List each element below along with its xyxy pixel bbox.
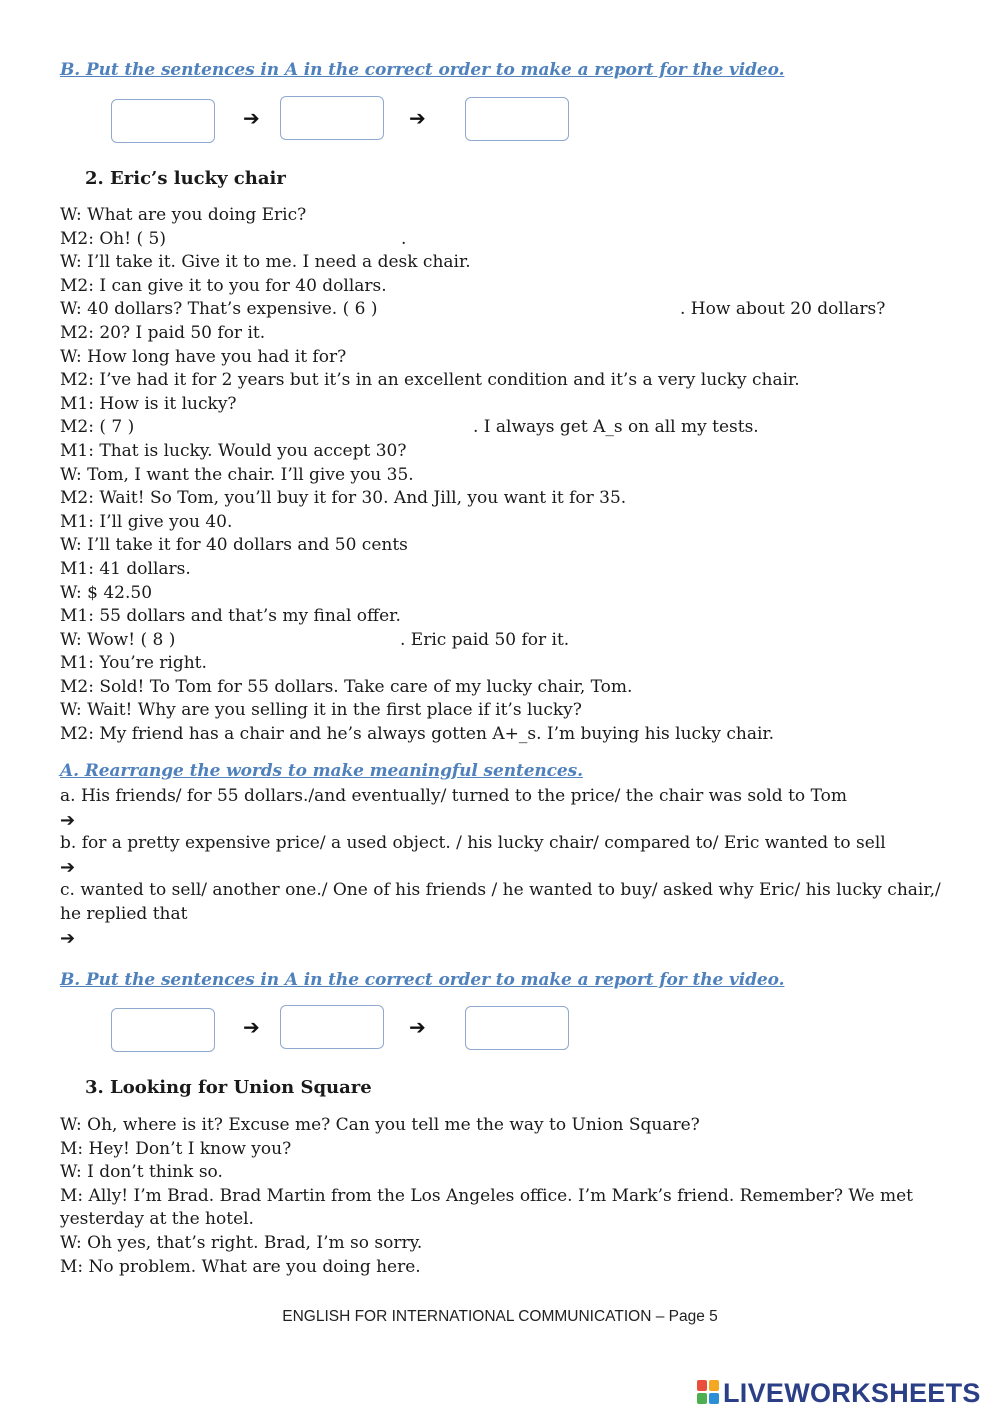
dialogue-line: [60, 629, 960, 653]
order-arrow-icon: ➔: [243, 106, 260, 130]
dialogue-line: [60, 723, 960, 747]
order-box-2[interactable]: [280, 1005, 384, 1049]
dialogue-line: [60, 298, 960, 322]
dialogue-text: M2: Wait! So Tom, you’ll buy it for 30. And Jill, you want it for 35.: [60, 488, 627, 509]
dialogue-text: W: I’ll take it for 40 dollars and 50 cents: [60, 535, 408, 556]
order-box-3[interactable]: [465, 97, 569, 141]
dialogue-line: W: Oh yes, that’s right. Brad, I’m so sorry.: [60, 1232, 423, 1253]
dialogue-line: [60, 369, 960, 393]
dialogue-text: M1: That is lucky. Would you accept 30?: [60, 440, 407, 461]
order-arrow-icon: ➔: [409, 106, 426, 130]
dialogue-line: [60, 251, 960, 275]
answer-blank-5[interactable]: [168, 229, 400, 251]
dialogue-line: [60, 464, 960, 488]
dialogue-line: [60, 511, 960, 535]
dialogue-text: M1: I’ll give you 40.: [60, 511, 233, 532]
dialogue-text: W: What are you doing Eric?: [60, 205, 307, 225]
rearrange-item-a: a. His friends/ for 55 dollars./and eventually/ turned to the price/ the chair was sold to Tom: [60, 786, 847, 806]
dialogue-text: .: [401, 228, 407, 249]
instruction-rearrange: A. Rearrange the words to make meaningful sentences.: [60, 761, 583, 781]
dialogue-text: M2: 20? I paid 50 for it.: [60, 322, 266, 343]
rearrange-item-c: c. wanted to sell/ another one./ One of his friends / he wanted to buy/ asked why Eric/ his lucky chair,/ he replied that: [60, 880, 941, 924]
dialogue-line: W: Oh, where is it? Excuse me? Can you tell me the way to Union Square?: [60, 1115, 700, 1135]
answer-blank-7[interactable]: [136, 417, 470, 439]
dialogue-text: M2: I can give it to you for 40 dollars.: [60, 275, 387, 296]
order-row-top: [0, 96, 1000, 146]
dialogue-text: . I always get A_s on all my tests.: [473, 417, 759, 438]
answer-blank-8[interactable]: [182, 630, 398, 652]
dialogue-text: W: Wow! ( 8 ): [60, 629, 176, 650]
dialogue-line: M: Ally! I’m Brad. Brad Martin from the Los Angeles office. I’m Mark’s friend. Remember? We met yesterday at the hotel.: [60, 1185, 913, 1230]
dialogue-line: [60, 440, 960, 464]
dialogue-line: [60, 228, 960, 252]
dialogue-text: W: Wait! Why are you selling it in the first place if it’s lucky?: [60, 700, 582, 721]
dialogue-line: [60, 275, 960, 299]
dialogue-line: [60, 582, 960, 606]
section-heading: 3. Looking for Union Square: [85, 1077, 372, 1098]
dialogue-union-square: [60, 1114, 940, 1279]
section-heading: 2. Eric’s lucky chair: [85, 168, 286, 189]
dialogue-text: M2: My friend has a chair and he’s always gotten A+_s. I’m buying his lucky chair.: [60, 724, 775, 745]
dialogue-line: [60, 346, 960, 370]
order-box-2[interactable]: [280, 96, 384, 140]
order-box-3[interactable]: [465, 1006, 569, 1050]
dialogue-text: M1: How is it lucky?: [60, 393, 237, 414]
page-footer: ENGLISH FOR INTERNATIONAL COMMUNICATION – Page 5: [282, 1308, 718, 1325]
instruction-order-top: B. Put the sentences in A in the correct order to make a report for the video.: [60, 60, 785, 80]
dialogue-text: . How about 20 dollars?: [680, 299, 886, 320]
brand-name: LIVEWORKSHEETS: [723, 1378, 981, 1408]
order-box-1[interactable]: [111, 1008, 215, 1052]
dialogue-line: W: I don’t think so.: [60, 1162, 223, 1183]
dialogue-line: [60, 534, 960, 558]
dialogue-text: M1: You’re right.: [60, 653, 207, 674]
dialogue-line: [60, 676, 960, 700]
dialogue-line: [60, 416, 960, 440]
rearrange-item-b: b. for a pretty expensive price/ a used object. / his lucky chair/ compared to/ Eric wanted to sell: [60, 833, 886, 854]
dialogue-line: [60, 204, 960, 228]
dialogue-line: [60, 652, 960, 676]
dialogue-eric: [60, 204, 960, 747]
dialogue-text: W: Tom, I want the chair. I’ll give you 35.: [60, 464, 414, 485]
liveworksheets-logo-icon: [697, 1380, 721, 1406]
dialogue-line: [60, 699, 960, 723]
answer-arrow-icon: ➔: [60, 927, 76, 949]
dialogue-line: [60, 393, 960, 417]
dialogue-line: [60, 605, 960, 629]
dialogue-text: M2: I’ve had it for 2 years but it’s in an excellent condition and it’s a very lucky chair.: [60, 370, 800, 391]
dialogue-line: M: Hey! Don’t I know you?: [60, 1138, 292, 1159]
dialogue-text: M1: 55 dollars and that’s my final offer.: [60, 606, 401, 627]
dialogue-line: M: No problem. What are you doing here.: [60, 1256, 421, 1277]
dialogue-text: M2: Sold! To Tom for 55 dollars. Take care of my lucky chair, Tom.: [60, 676, 633, 697]
dialogue-text: M2: ( 7 ): [60, 417, 135, 438]
dialogue-text: W: How long have you had it for?: [60, 346, 347, 367]
order-arrow-icon: ➔: [409, 1015, 426, 1039]
answer-arrow-icon: ➔: [60, 809, 76, 831]
dialogue-text: W: I’ll take it. Give it to me. I need a desk chair.: [60, 252, 471, 273]
instruction-order-mid: B. Put the sentences in A in the correct order to make a report for the video.: [60, 970, 785, 990]
order-row-mid: [0, 1005, 1000, 1055]
answer-blank-6[interactable]: [378, 299, 678, 321]
dialogue-line: [60, 558, 960, 582]
dialogue-text: W: $ 42.50: [60, 582, 153, 603]
dialogue-line: [60, 322, 960, 346]
dialogue-text: W: 40 dollars? That’s expensive. ( 6 ): [60, 299, 378, 320]
liveworksheets-logo[interactable]: [697, 1376, 997, 1412]
order-box-1[interactable]: [111, 99, 215, 143]
dialogue-text: M1: 41 dollars.: [60, 558, 191, 579]
dialogue-text: . Eric paid 50 for it.: [400, 629, 570, 650]
order-arrow-icon: ➔: [243, 1015, 260, 1039]
dialogue-line: [60, 487, 960, 511]
dialogue-text: M2: Oh! ( 5): [60, 228, 166, 249]
answer-arrow-icon: ➔: [60, 856, 76, 878]
rearrange-list: [60, 785, 950, 950]
